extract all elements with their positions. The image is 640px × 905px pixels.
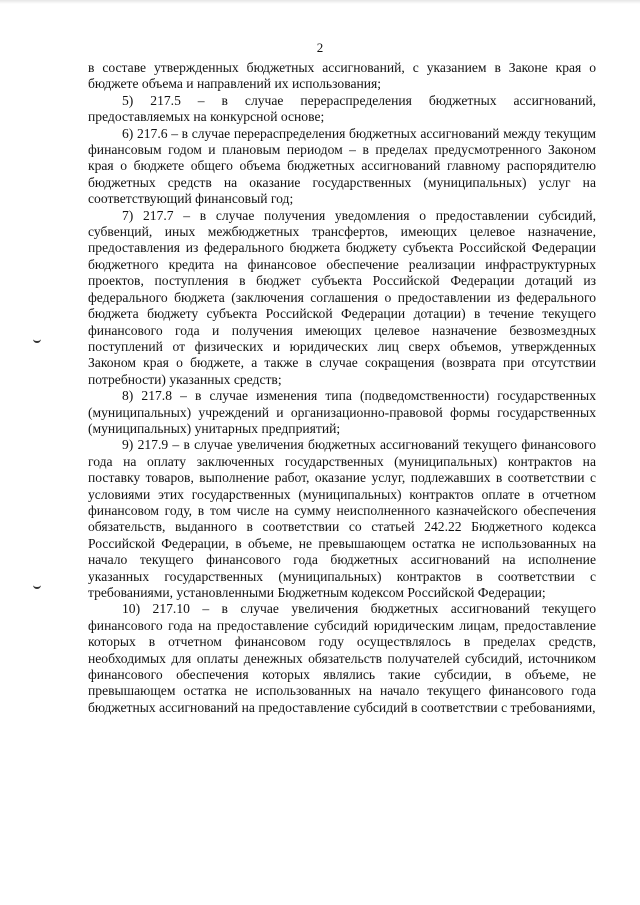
paragraph-item-9: 9) 217.9 – в случае увеличения бюджетных ассигнований текущего финансового года на оплату заключенных государственных (муниципальных) контрактов на поставку товаров, выполнение работ, оказание услуг, подлежавших в соответствии с условиями этих государственных (муниципальных) контрактов оплате в отчетном финансовом году, в том числе на сумму неисполненного казначейского обеспечения обязательств, выданного в соответствии со статьей 242.22 Бюджетного кодекса Российской Федерации, в объеме, не превышающем остатка не использованных на начало текущего финансового года бюджетных ассигнований на исполнение указанных государственных (муниципальных) контрактов в соответствии с требованиями, установленными Бюджетным кодексом Российской Федерации; [88,437,596,600]
scan-edge [0,0,640,4]
paragraph-item-8: 8) 217.8 – в случае изменения типа (подведомственности) государственных (муниципальных) учреждений и организационно-правовой формы государственных (муниципальных) унитарных предприятий; [88,388,596,436]
hole-punch-mark-lower [33,584,41,589]
paragraph-item-6: 6) 217.6 – в случае перераспределения бюджетных ассигнований между текущим финансовым годом и плановым периодом – в пределах предусмотренного Законом края о бюджете общего объема бюджетных ассигнований главному распорядителю бюджетных средств на оказание государственных (муниципальных) услуг на соответствующий финансовый год; [88,125,596,207]
paragraph-item-5: 5) 217.5 – в случае перераспределения бюджетных ассигнований, предоставляемых на конкурсной основе; [88,92,596,125]
paragraph-item-7: 7) 217.7 – в случае получения уведомления о предоставлении субсидий, субвенций, иных межбюджетных трансфертов, имеющих целевое назначение, предоставления из федерального бюджета бюджету субъекта Российской Федерации бюджетного кредита на финансовое обеспечение реализации инфраструктурных проектов, поступления в бюджет субъекта Российской Федерации дотаций из федерального бюджета (заключения соглашения о предоставлении из федерального бюджета бюджету субъекта Российской Федерации дотации) в течение текущего финансового года и получения имеющих целевое назначение безвозмездных поступлений от физических и юридических лиц сверх объемов, утвержденных Законом края о бюджете, а также в случае сокращения (возврата при отсутствии потребности) указанных средств; [88,207,596,387]
hole-punch-mark-upper [33,338,41,343]
paragraph-item-10: 10) 217.10 – в случае увеличения бюджетных ассигнований текущего финансового года на предоставление субсидий юридическим лицам, предоставление которых в отчетном финансовом году осуществлялось в пределах средств, необходимых для оплаты денежных обязательств получателей субсидий, источником финансового обеспечения которых являлись такие субсидии, в объеме, не превышающем остатка не использованных на начало текущего финансового года бюджетных ассигнований на предоставление субсидий в соответствии с требованиями, [88,601,596,715]
paragraph-continuation: в составе утвержденных бюджетных ассигнований, с указанием в Законе края о бюджете объема и направлений их использования; [88,60,596,92]
page-number: 2 [316,40,324,55]
document-body [88,60,596,716]
